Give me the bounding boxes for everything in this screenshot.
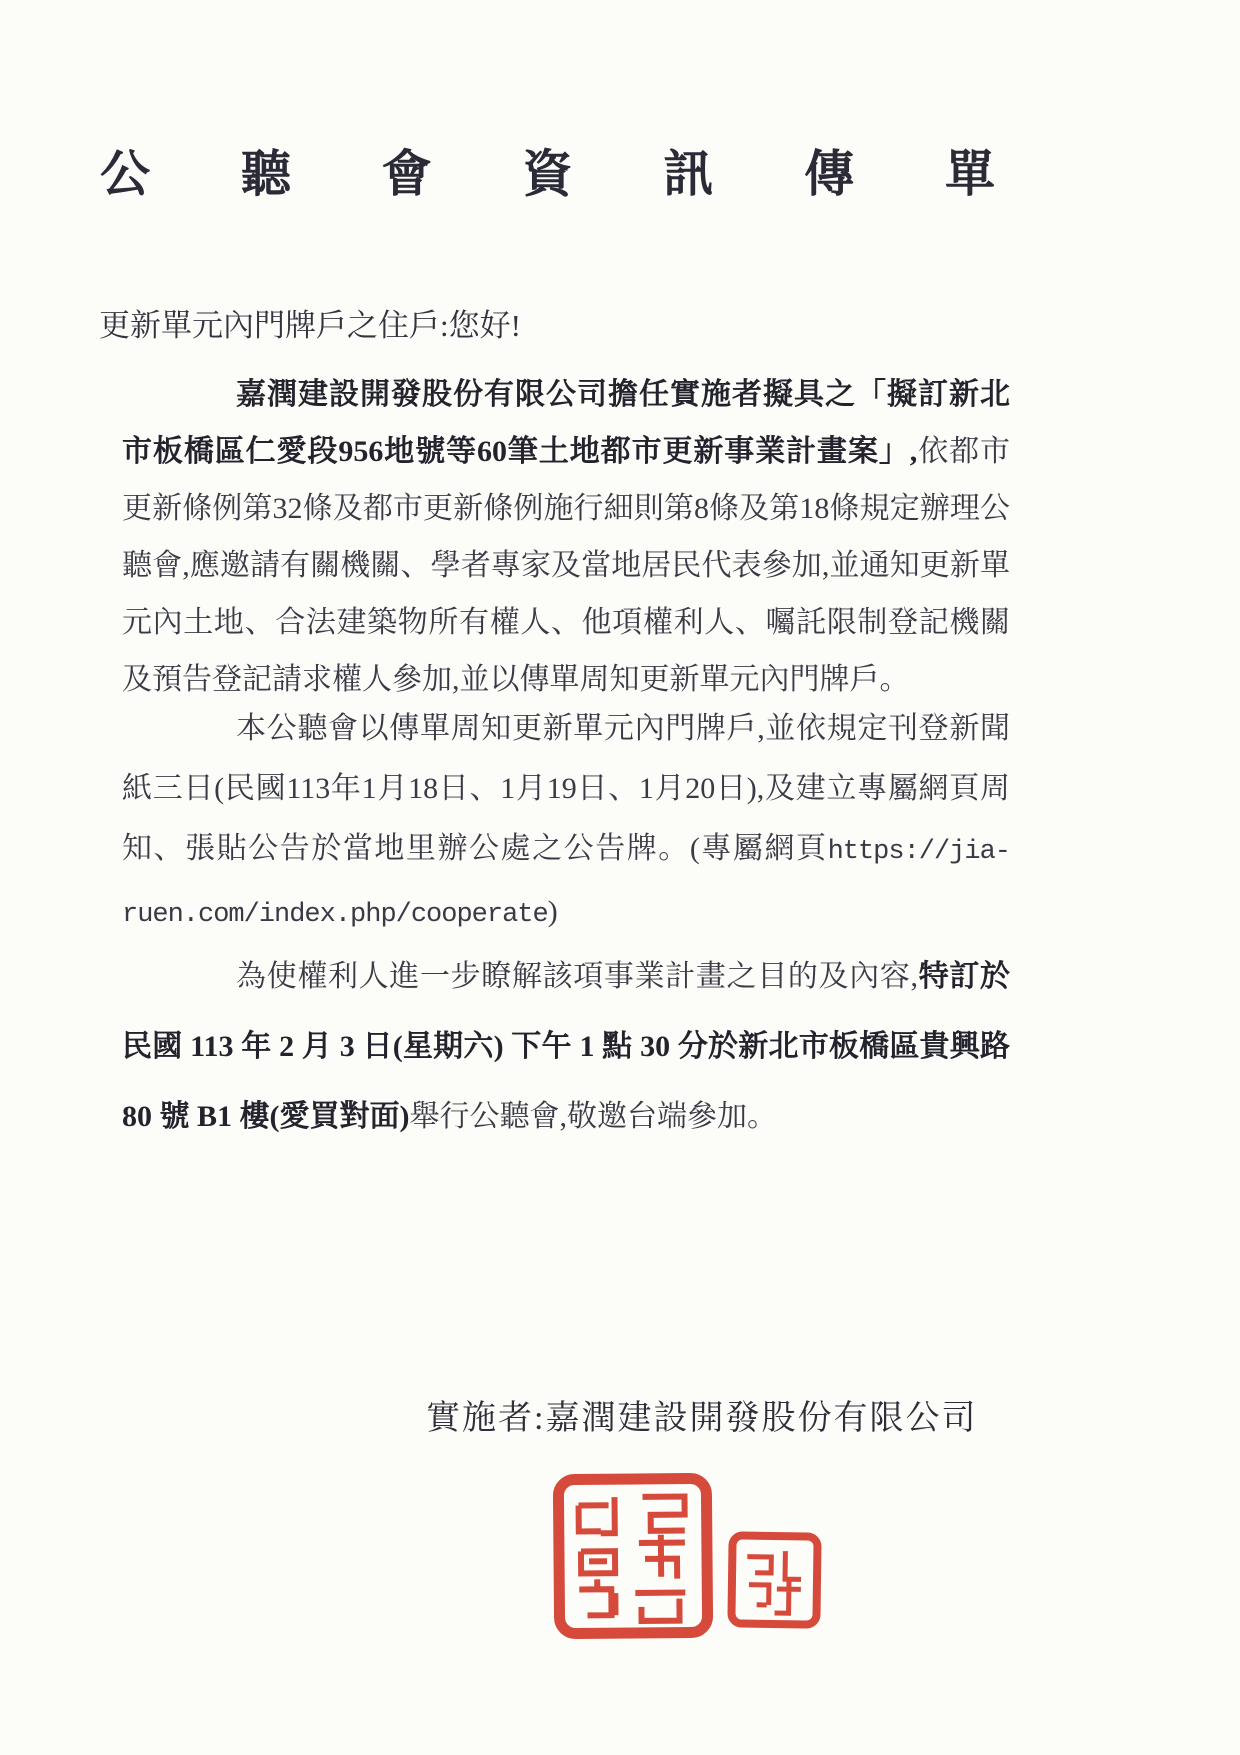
legal-basis-text: 依都市更新條例第32條及都市更新條例施行細則第8條及第18條規定辦理公聽會,應邀請有關機關、學者專家及當地居民代表參加,並通知更新單元內土地、合法建築物所有權人、他項權利人、囑託限制登記機關及預告登記請求權人參加,並以傳單周知更新單元內門牌戶。 <box>122 435 1011 696</box>
invitation-lead-text: 為使權利人進一步瞭解該項事業計畫之目的及內容, <box>236 960 919 993</box>
company-seal-icon <box>552 1472 713 1639</box>
title-char: 公 <box>100 146 150 202</box>
title-char: 會 <box>381 146 432 202</box>
website-url: https://jia-ruen.com/index.php/cooperate <box>122 837 1010 930</box>
invitation-tail-text: 舉行公聽會,敬邀台端參加。 <box>409 1100 777 1133</box>
publication-notice-closing: ) <box>547 895 558 928</box>
hearing-datetime-location-bold-text: 特訂於民國 113 年 2 月 3 日(星期六) 下午 1 點 30 分於新北市板橋區貴興路 80 號 B1 樓(愛買對面) <box>122 960 1011 1133</box>
page-title <box>100 134 995 206</box>
greeting-line: 更新單元內門牌戶之住戶:您好! <box>99 308 521 343</box>
publication-notice-text: 本公聽會以傳單周知更新單元內門牌戶,並依規定刊登新聞紙三日(民國113年1月18日、1月19日、1月20日),及建立專屬網頁周知、張貼公告於當地里辦公處之公告牌。(專屬網頁 <box>122 712 1010 865</box>
title-char: 訊 <box>663 146 714 202</box>
paragraph-hearing-invitation <box>122 942 1010 1152</box>
title-char: 傳 <box>804 146 855 202</box>
title-char: 單 <box>944 146 995 202</box>
paragraph-publication-notice <box>122 699 1010 945</box>
issuer-signature: 實施者:嘉潤建設開發股份有限公司 <box>426 1400 978 1437</box>
personal-name-seal-icon <box>726 1530 822 1629</box>
paragraph-legal-basis <box>122 366 1010 708</box>
title-char: 聽 <box>240 146 291 202</box>
project-name-bold-text: 嘉潤建設開發股份有限公司擔任實施者擬具之「擬訂新北市板橋區仁愛段956地號等60筆土地都市更新事業計畫案」, <box>122 378 1010 468</box>
title-char: 資 <box>522 146 573 202</box>
